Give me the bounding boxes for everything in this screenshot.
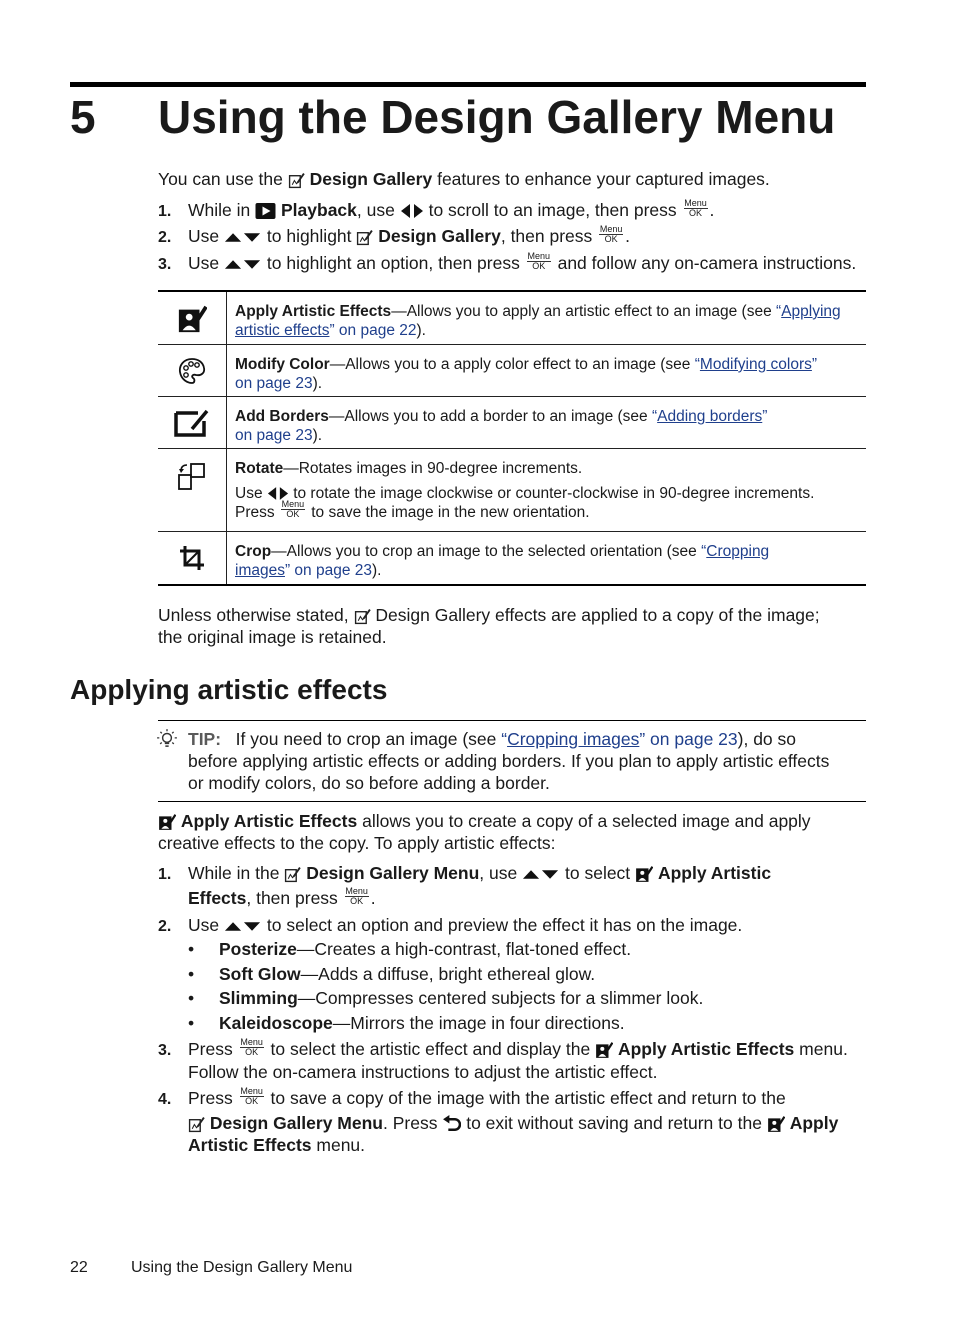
menu-ok-icon: Menu OK xyxy=(599,223,623,244)
modify-color-icon xyxy=(178,357,206,385)
step-text: Artistic Effects menu. xyxy=(188,1135,366,1155)
list-item: • Slimming—Compresses centered subjects for a slimmer look. xyxy=(188,988,704,1008)
rotate-icon xyxy=(176,461,208,493)
tip-rule-top xyxy=(158,720,866,721)
menu-ok-icon: Menu OK xyxy=(527,250,550,271)
step-item: 2. xyxy=(158,229,172,246)
tip-rule-bottom xyxy=(158,801,866,802)
add-borders-icon xyxy=(174,409,210,437)
note-text: the original image is retained. xyxy=(158,627,387,647)
up-down-arrows-icon xyxy=(224,258,262,270)
menu-ok-icon: Menu OK xyxy=(281,499,305,520)
menu-ok-icon: Menu OK xyxy=(684,197,707,218)
design-gallery-icon xyxy=(188,1116,205,1133)
tip-lightbulb-icon xyxy=(156,728,178,750)
apply-artistic-effects-icon xyxy=(595,1041,613,1059)
list-item: • Kaleidoscope—Mirrors the image in four directions. xyxy=(188,1013,625,1033)
body-text: creative effects to the copy. To apply artistic effects: xyxy=(158,833,556,853)
up-down-arrows-icon xyxy=(522,868,560,880)
note-text: Unless otherwise stated, Design Gallery effects are applied to a copy of the image; xyxy=(158,605,820,625)
tip-text: or modify colors, do so before adding a border. xyxy=(188,773,550,793)
link[interactable]: on page 23 xyxy=(235,375,313,392)
apply-artistic-effects-icon xyxy=(177,304,207,334)
list-item: • Soft Glow—Adds a diffuse, bright ethereal glow. xyxy=(188,964,596,984)
list-item: • Posterize—Creates a high-contrast, flat-toned effect. xyxy=(188,939,632,959)
design-gallery-icon xyxy=(356,229,373,246)
left-right-arrows-icon xyxy=(400,203,424,219)
step-text: Design Gallery Menu. Press to exit without saving and return to the Apply xyxy=(188,1112,838,1134)
table-row: Apply Artistic Effects—Allows you to apply an artistic effect to an image (see “Applying artistic effects” on page 22). xyxy=(158,292,866,345)
step-item: 4. xyxy=(158,1091,172,1108)
link[interactable]: on page 23 xyxy=(235,427,313,444)
step-item: 1. xyxy=(158,203,172,220)
options-table xyxy=(158,290,866,586)
table-row: Rotate—Rotates images in 90-degree increments. Use to rotate the image clockwise or counter-clockwise in 90-degree increments. Press Menu OK to save the image in the new orientation. xyxy=(158,449,866,532)
step-text: Press Menu OK to select the artistic effect and display the Apply Artistic Effects menu. xyxy=(188,1036,848,1059)
step-text: Press Menu OK to save a copy of the image with the artistic effect and return to the xyxy=(188,1085,786,1108)
design-gallery-icon xyxy=(284,866,301,883)
design-gallery-icon xyxy=(288,172,305,189)
step-item: 2. xyxy=(158,918,172,935)
link[interactable]: “Adding borders” xyxy=(651,408,768,425)
tip-text: TIP: If you need to crop an image (see “Cropping images” on page 23), do so xyxy=(188,729,797,749)
running-footer: Using the Design Gallery Menu xyxy=(131,1259,353,1276)
chapter-rule xyxy=(70,82,866,87)
up-down-arrows-icon xyxy=(224,231,262,243)
link[interactable]: artistic effects” on page 22 xyxy=(235,322,417,339)
link[interactable]: “Cropping xyxy=(701,543,770,560)
step-item: 3. xyxy=(158,256,172,273)
chapter-number: 5 xyxy=(70,91,96,143)
apply-artistic-effects-icon xyxy=(158,813,176,831)
step-text: While in the Design Gallery Menu, use to select Apply Artistic xyxy=(188,863,772,883)
table-row: Crop—Allows you to crop an image to the selected orientation (see “Cropping images” on page 23). xyxy=(158,532,866,584)
step-text: Use to select an option and preview the effect it has on the image. xyxy=(188,915,743,935)
tip-text: before applying artistic effects or adding borders. If you plan to apply artistic effects xyxy=(188,751,830,771)
menu-ok-icon: Menu OK xyxy=(240,1085,263,1106)
link[interactable]: “Applying xyxy=(776,303,841,320)
link[interactable]: “Cropping images” on page 23 xyxy=(501,729,738,749)
section-title: Applying artistic effects xyxy=(70,674,388,705)
menu-ok-icon: Menu OK xyxy=(345,885,368,906)
page-number: 22 xyxy=(70,1259,88,1276)
back-arrow-icon xyxy=(442,1115,461,1134)
apply-artistic-effects-icon xyxy=(767,1115,785,1133)
step-text: Follow the on-camera instructions to adjust the artistic effect. xyxy=(188,1062,658,1082)
intro-text: You can use the Design Gallery features to enhance your captured images. xyxy=(158,169,770,189)
link[interactable]: “Modifying colors” xyxy=(694,356,818,373)
link[interactable]: images” on page 23 xyxy=(235,562,373,579)
up-down-arrows-icon xyxy=(224,920,262,932)
step-item: 3. xyxy=(158,1042,172,1059)
table-row: Add Borders—Allows you to add a border to an image (see “Adding borders” on page 23). xyxy=(158,397,866,449)
apply-artistic-effects-icon xyxy=(635,865,653,883)
design-gallery-icon xyxy=(354,608,371,625)
table-row: Modify Color—Allows you to a apply color effect to an image (see “Modifying colors” on page 23). xyxy=(158,345,866,397)
step-text: Effects, then press Menu OK . xyxy=(188,885,376,908)
playback-icon xyxy=(255,203,276,219)
crop-icon xyxy=(178,544,206,572)
step-text: Use to highlight an option, then press Menu OK and follow any on-camera instructions. xyxy=(188,250,857,273)
step-item: 1. xyxy=(158,866,172,883)
step-text: Use to highlight Design Gallery, then press Menu OK . xyxy=(188,223,631,246)
step-text: While in Playback, use to scroll to an image, then press Menu OK . xyxy=(188,197,715,220)
menu-ok-icon: Menu OK xyxy=(240,1036,263,1057)
body-text: Apply Artistic Effects allows you to create a copy of a selected image and apply xyxy=(158,810,811,832)
chapter-title: Using the Design Gallery Menu xyxy=(158,91,836,143)
